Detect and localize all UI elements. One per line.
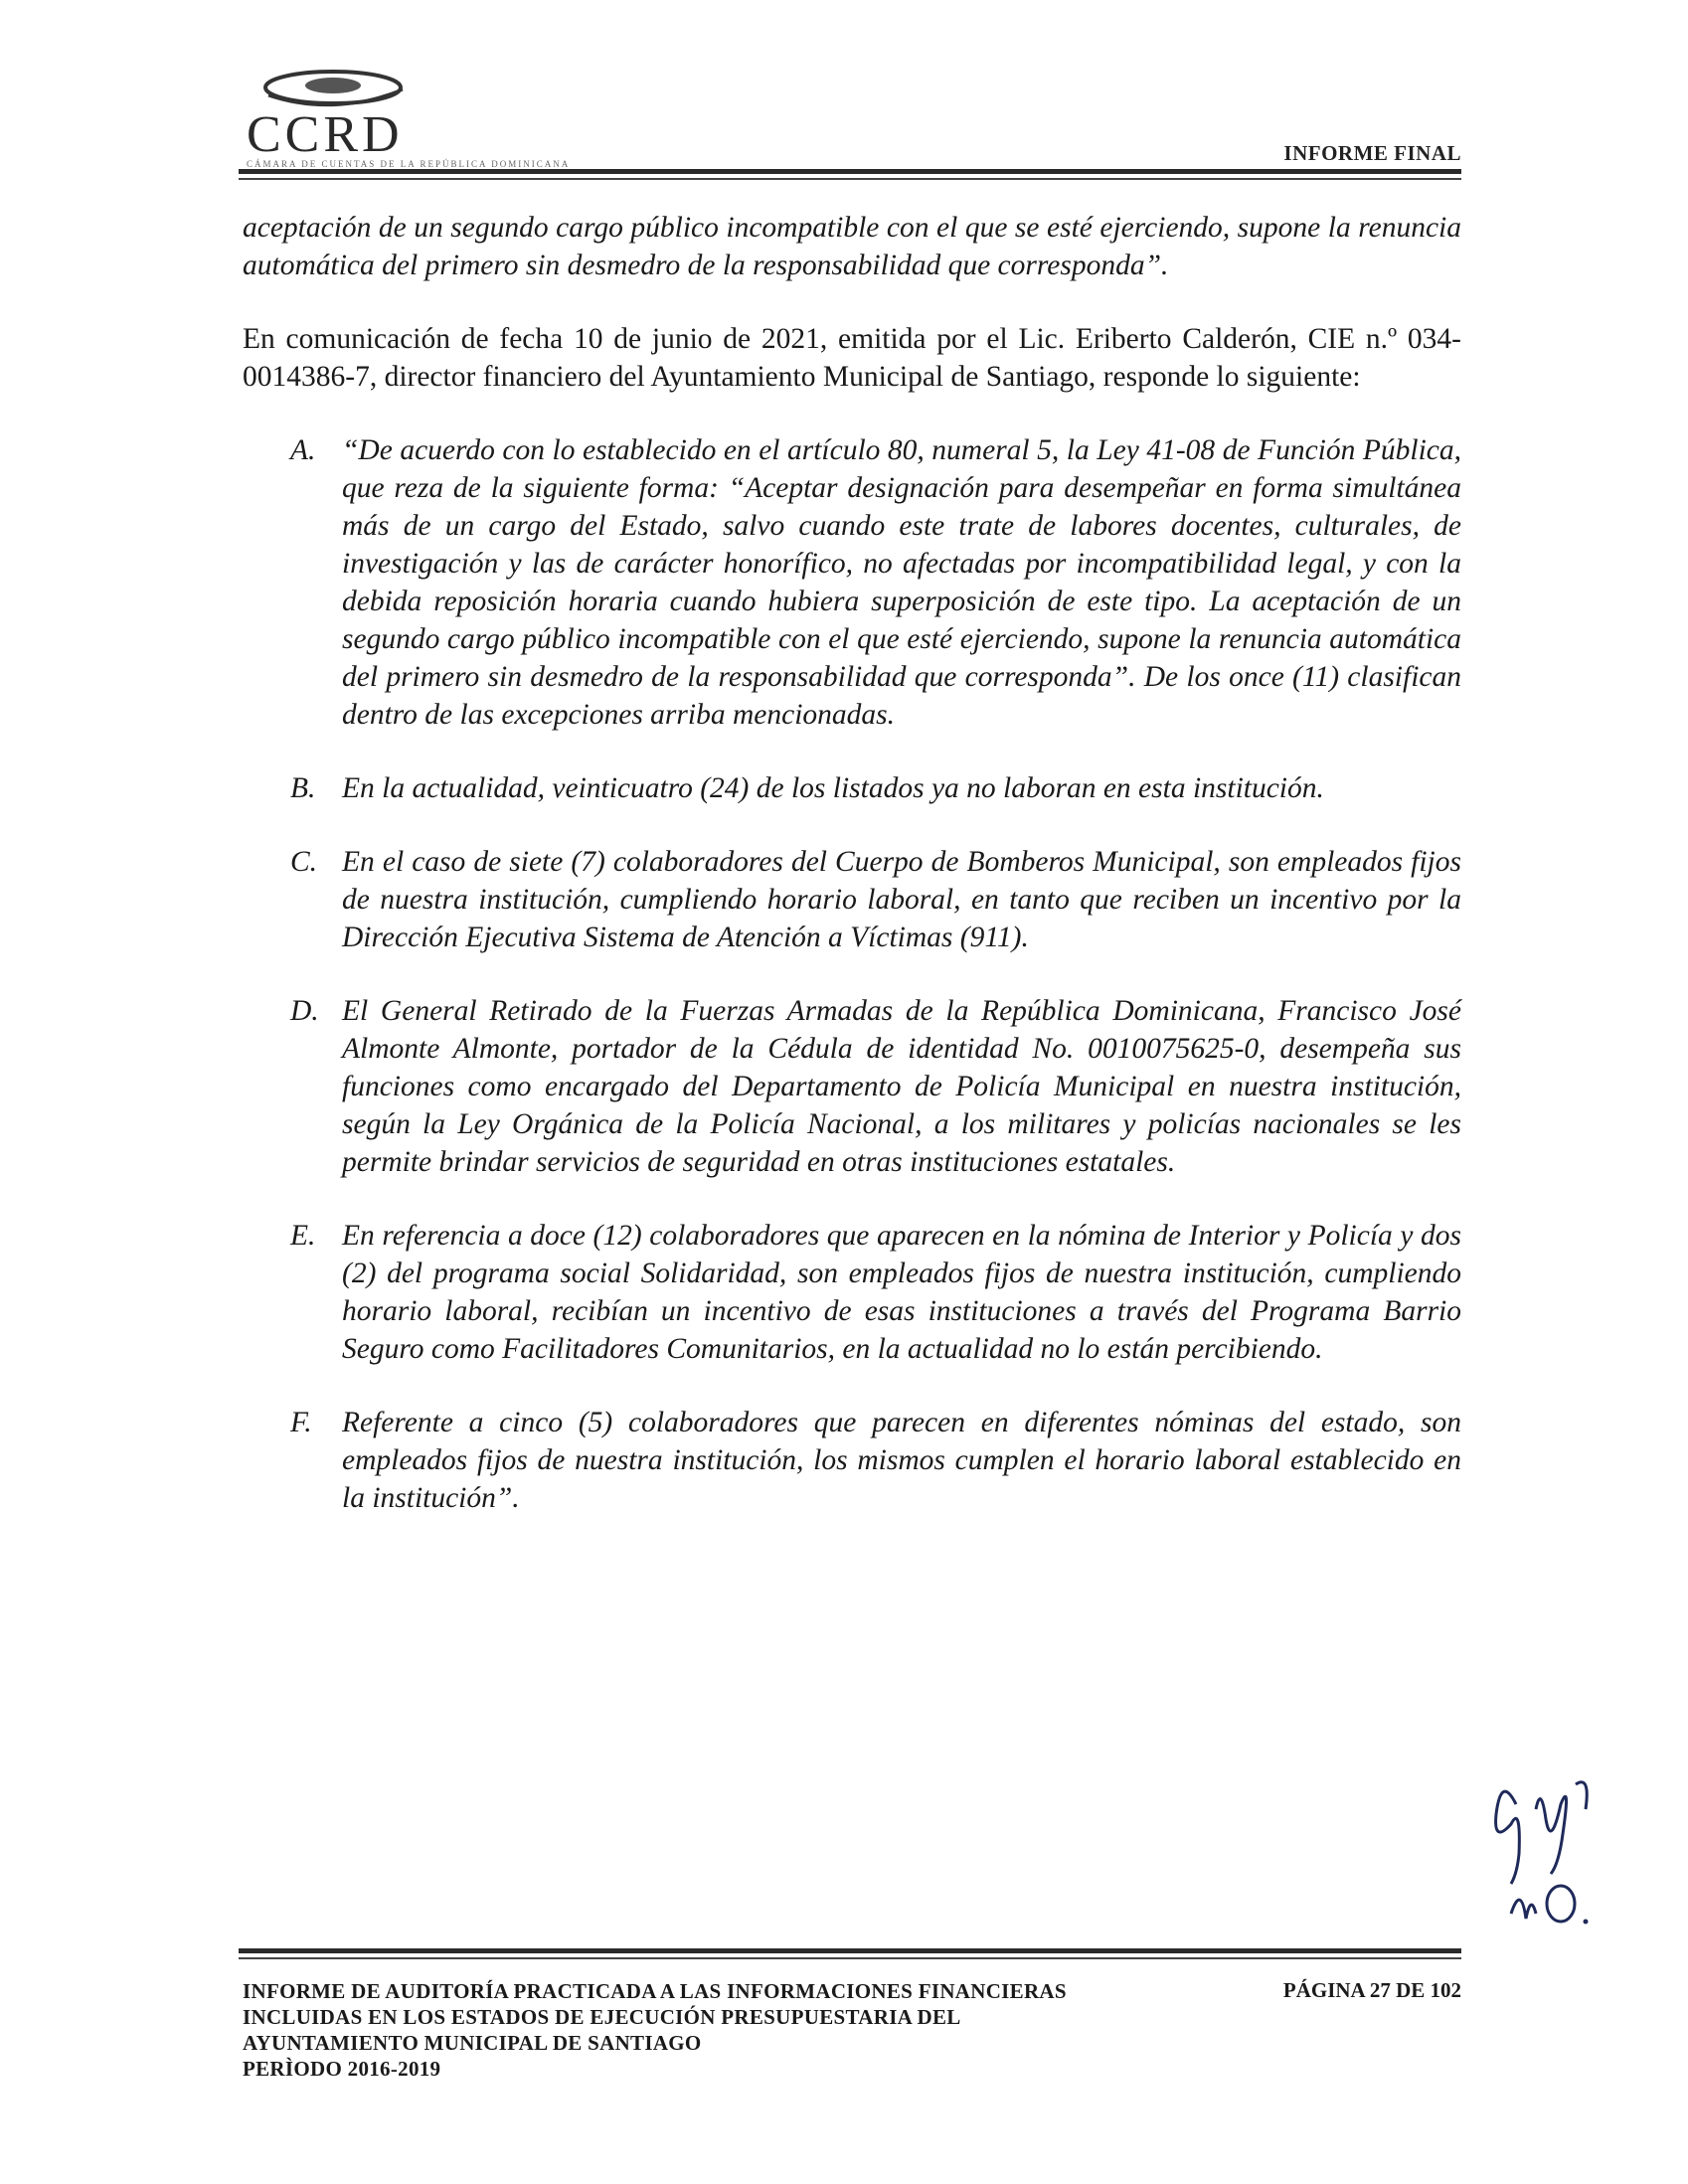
footer-title-line: INCLUIDAS EN LOS ESTADOS DE EJECUCIÓN PRESUPUESTARIA DEL — [243, 2005, 961, 2029]
footer-rule-thick — [239, 1948, 1461, 1953]
header-rule-thick — [239, 169, 1461, 174]
logo-acronym: CCRD — [247, 106, 404, 163]
logo-subtitle: CÁMARA DE CUENTAS DE LA REPÚBLICA DOMINICANA — [247, 159, 571, 169]
list-item-letter: E. — [290, 1220, 316, 1252]
footer-rule-thin — [239, 1957, 1461, 1959]
list-item-text: El General Retirado de la Fuerzas Armadas de la República Dominicana, Francisco José Almonte Almonte, portador de la Cédula de identidad No. 0010075625-0, desempeña sus funciones como encargado del Departamento de Policía Municipal en nuestra institución, según la Ley Orgánica de la Policía Nacional, a los militares y policías nacionales se les permite brindar servicios de seguridad en otras instituciones estatales. — [342, 995, 1461, 1178]
list-item — [243, 992, 1461, 1181]
list-item-letter: D. — [290, 995, 319, 1027]
footer-title-line: AYUNTAMIENTO MUNICIPAL DE SANTIAGO — [243, 2031, 702, 2055]
list-item — [243, 1217, 1461, 1368]
list-item-letter: F. — [290, 1407, 312, 1438]
page-number: PÁGINA 27 DE 102 — [1282, 1978, 1461, 2002]
list-item-letter: C. — [290, 846, 318, 878]
response-list — [243, 431, 1461, 1517]
footer-title-line: PERÌODO 2016-2019 — [243, 2057, 441, 2081]
list-item — [243, 769, 1461, 807]
list-item-text: En el caso de siete (7) colaboradores del Cuerpo de Bomberos Municipal, son empleados fijos de nuestra institución, cumpliendo horario laboral, en tanto que reciben un incentivo por la Dirección Ejecutiva Sistema de Atención a Víctimas (911). — [342, 846, 1461, 953]
report-label: INFORME FINAL — [1283, 141, 1461, 165]
handwritten-signature-icon — [1481, 1764, 1620, 1933]
list-item-letter: A. — [290, 434, 316, 466]
footer-title-line: INFORME DE AUDITORÍA PRACTICADA A LAS INFORMACIONES FINANCIERAS — [243, 1979, 1067, 2003]
page-header — [239, 60, 1461, 179]
page-footer — [243, 1978, 1461, 2082]
quote-continuation: aceptación de un segundo cargo público incompatible con el que se esté ejerciendo, supone la renuncia automática del primero sin desmedro de la responsabilidad que corresponda”. — [243, 212, 1461, 281]
list-item-text: En la actualidad, veinticuatro (24) de los listados ya no laboran en esta institución. — [342, 772, 1324, 804]
footer-report-title — [243, 1978, 1117, 2082]
list-item — [243, 1404, 1461, 1517]
list-item-text: Referente a cinco (5) colaboradores que parecen en diferentes nóminas del estado, son empleados fijos de nuestra institución, los mismos cumplen el horario laboral establecido en la institución”. — [342, 1407, 1461, 1514]
document-body — [243, 209, 1461, 1553]
list-item — [243, 431, 1461, 734]
list-item-letter: B. — [290, 772, 316, 804]
list-item-text: En referencia a doce (12) colaboradores que aparecen en la nómina de Interior y Policía y dos (2) del programa social Solidaridad, son empleados fijos de nuestra institución, cumpliendo horario laboral, recibían un incentivo de esas instituciones a través del Programa Barrio Seguro como Facilitadores Comunitarios, en la actualidad no lo están percibiendo. — [342, 1220, 1461, 1365]
list-item — [243, 843, 1461, 956]
intro-paragraph: En comunicación de fecha 10 de junio de 2021, emitida por el Lic. Eriberto Calderón, CIE n.º 034-0014386-7, director financiero del Ayuntamiento Municipal de Santiago, responde lo siguiente: — [243, 323, 1461, 393]
list-item-text: “De acuerdo con lo establecido en el artículo 80, numeral 5, la Ley 41-08 de Función Pública, que reza de la siguiente forma: “Aceptar designación para desempeñar en forma simultánea más de un cargo del Estado, salvo cuando este trate de labores docentes, culturales, de investigación y las de carácter honorífico, no afectadas por incompatibilidad legal, y con la debida reposición horaria cuando hubiera superposición de este tipo. La aceptación de un segundo cargo público incompatible con el que esté ejerciendo, supone la renuncia automática del primero sin desmedro de la responsabilidad que corresponda”. De los once (11) clasifican dentro de las excepciones arriba mencionadas. — [342, 434, 1461, 731]
header-rule-thin — [239, 178, 1461, 180]
handwritten-initials — [1481, 1764, 1620, 1933]
ccrd-logo — [239, 60, 571, 169]
